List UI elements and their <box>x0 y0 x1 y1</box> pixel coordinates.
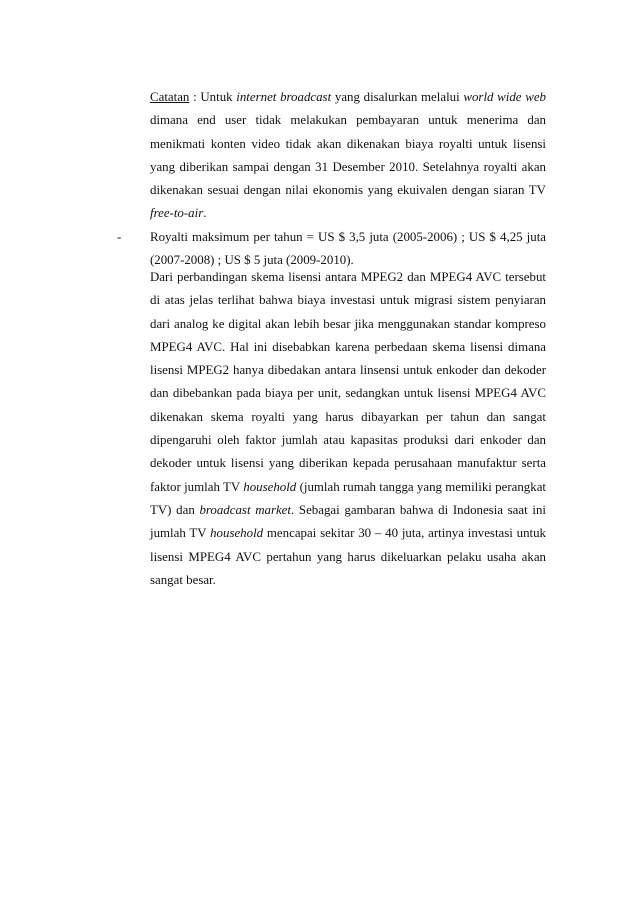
note-text-2: yang disalurkan melalui <box>331 90 464 104</box>
note-paragraph <box>150 86 546 226</box>
paragraph-text-1: Dari perbandingan skema lisensi antara MPEG2 dan MPEG4 AVC tersebut di atas jelas terlihat bahwa biaya investasi untuk migrasi sistem penyiaran dari analog ke digital akan lebih besar jika menggunakan standar kompreso MPEG4 AVC. Hal ini disebabkan karena perbedaan skema lisensi dimana lisensi MPEG2 hanya dibedakan antara linsensi untuk enkoder dan dekoder dan dibebankan pada biaya per unit, sedangkan untuk lisensi MPEG4 AVC dikenakan skema royalti yang harus dibayarkan per tahun dan sangat dipengaruhi oleh faktor jumlah atau kapasitas produksi dari enkoder dan dekoder untuk lisensi yang diberikan kepada perusahaan manufaktur serta faktor jumlah TV <box>150 270 546 494</box>
paragraph-italic-broadcast-market: broadcast market <box>199 502 291 517</box>
note-italic-world-wide-web: world wide web <box>463 90 546 104</box>
note-italic-internet-broadcast: internet broadcast <box>236 90 332 104</box>
body-paragraph-block <box>150 266 546 592</box>
note-label: Catatan <box>150 90 190 104</box>
note-italic-free-to-air: free-to-air <box>150 206 204 221</box>
note-block <box>150 86 546 226</box>
bullet-marker: - <box>117 230 122 244</box>
note-text-1: : Untuk <box>189 90 237 104</box>
paragraph-italic-household-2: household <box>210 526 264 541</box>
paragraph-text-2: (jumlah rumah tangga yang memiliki perangkat TV) dan <box>150 479 546 517</box>
paragraph-italic-household-1: household <box>243 479 297 494</box>
paragraph-text-3: . Sebagai gambaran bahwa di Indonesia saat ini jumlah TV <box>150 502 546 541</box>
note-text-4: . <box>203 206 207 221</box>
bullet-text: Royalti maksimum per tahun = US $ 3,5 juta (2005-2006) ; US $ 4,25 juta (2007-2008) ; US $ 5 juta (2009-2010). <box>150 230 546 268</box>
body-paragraph <box>150 266 546 592</box>
paragraph-text-4: mencapai sekitar 30 – 40 juta, artinya investasi untuk lisensi MPEG4 AVC pertahun yang harus dikeluarkan pelaku usaha akan sangat besar. <box>150 526 547 587</box>
note-text-3: dimana end user tidak melakukan pembayaran untuk menerima dan menikmati konten video tidak akan dikenakan biaya royalti untuk lisensi yang diberikan sampai dengan 31 Desember 2010. Setelahnya royalti akan dikenakan sesuai dengan nilai ekonomis yang ekuivalen dengan siaran TV <box>150 113 546 198</box>
